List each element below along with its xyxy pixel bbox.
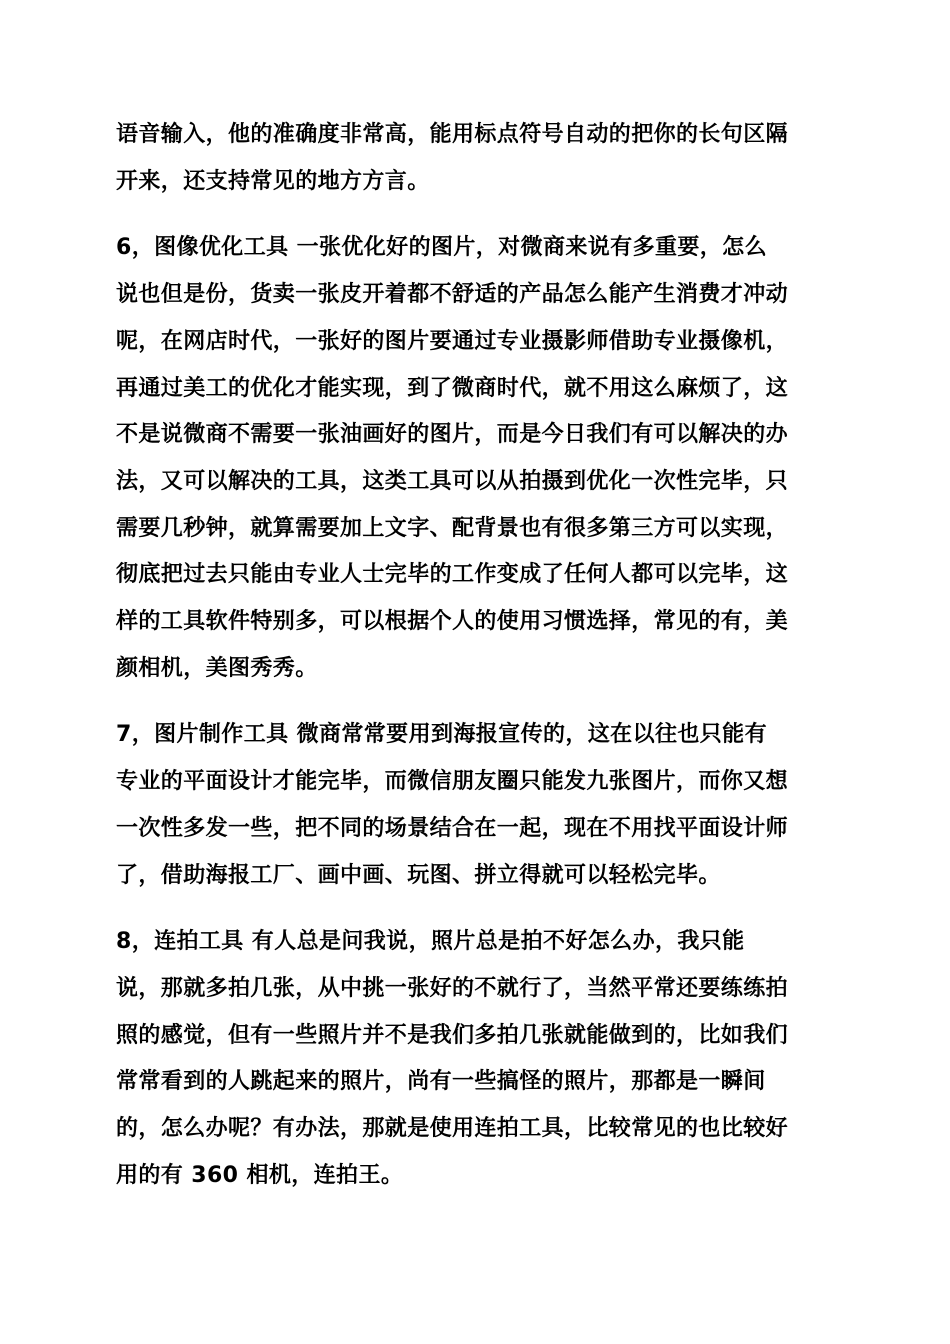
text-line: 再通过美工的优化才能实现，到了微商时代，就不用这么麻烦了，这	[116, 375, 789, 401]
text-line: 照的感觉，但有一些照片并不是我们多拍几张就能做到的，比如我们	[116, 1022, 789, 1048]
text-line: 彻底把过去只能由专业人士完毕的工作变成了任何人都可以完毕，这	[116, 562, 789, 588]
text-line: 说，那就多拍几张，从中挑一张好的不就行了，当然平常还要练练拍	[116, 975, 789, 1001]
text-line: 开来，还支持常见的地方方言。	[116, 168, 430, 194]
text-line: 一次性多发一些，把不同的场景结合在一起，现在不用找平面设计师	[116, 815, 789, 841]
text-line: 专业的平面设计才能完毕，而微信朋友圈只能发九张图片，而你又想	[116, 769, 789, 795]
text-line: 语音输入，他的准确度非常高，能用标点符号自动的把你的长句区隔	[116, 122, 789, 147]
text-line: 呢，在网店时代，一张好的图片要通过专业摄影师借助专业摄像机，	[116, 328, 789, 354]
paragraph-burst-shot	[116, 919, 836, 1199]
text-line: 颜相机，美图秀秀。	[116, 655, 318, 681]
paragraph-image-optimization	[116, 225, 836, 692]
text-line: 需要几秒钟，就算需要加上文字、配背景也有很多第三方可以实现，	[116, 515, 789, 541]
paragraph-image-making	[116, 712, 836, 899]
text-line: 法，又可以解决的工具，这类工具可以从拍摄到优化一次性完毕，只	[116, 468, 789, 494]
text-line: 常常看到的人跳起来的照片，尚有一些搞怪的照片，那都是一瞬间	[116, 1069, 766, 1095]
text-line: 6，图像优化工具 一张优化好的图片，对微商来说有多重要，怎么	[116, 235, 767, 261]
text-line: 样的工具软件特别多，可以根据个人的使用习惯选择，常见的有，美	[116, 609, 789, 635]
document-body	[116, 112, 836, 1219]
text-line: 不是说微商不需要一张油画好的图片，而是今日我们有可以解决的办	[116, 422, 789, 448]
text-line: 用的有 360 相机，连拍王。	[116, 1162, 404, 1188]
text-line: 的，怎么办呢？有办法，那就是使用连拍工具，比较常见的也比较好	[116, 1116, 789, 1142]
text-line: 8，连拍工具 有人总是问我说，照片总是拍不好怎么办，我只能	[116, 929, 745, 955]
text-line: 说也但是份，货卖一张皮开着都不舒适的产品怎么能产生消费才冲动	[116, 282, 789, 308]
paragraph-voice-input	[116, 112, 836, 205]
text-line: 了，借助海报工厂、画中画、玩图、拼立得就可以轻松完毕。	[116, 862, 721, 888]
text-line: 7，图片制作工具 微商常常要用到海报宣传的，这在以往也只能有	[116, 722, 767, 748]
